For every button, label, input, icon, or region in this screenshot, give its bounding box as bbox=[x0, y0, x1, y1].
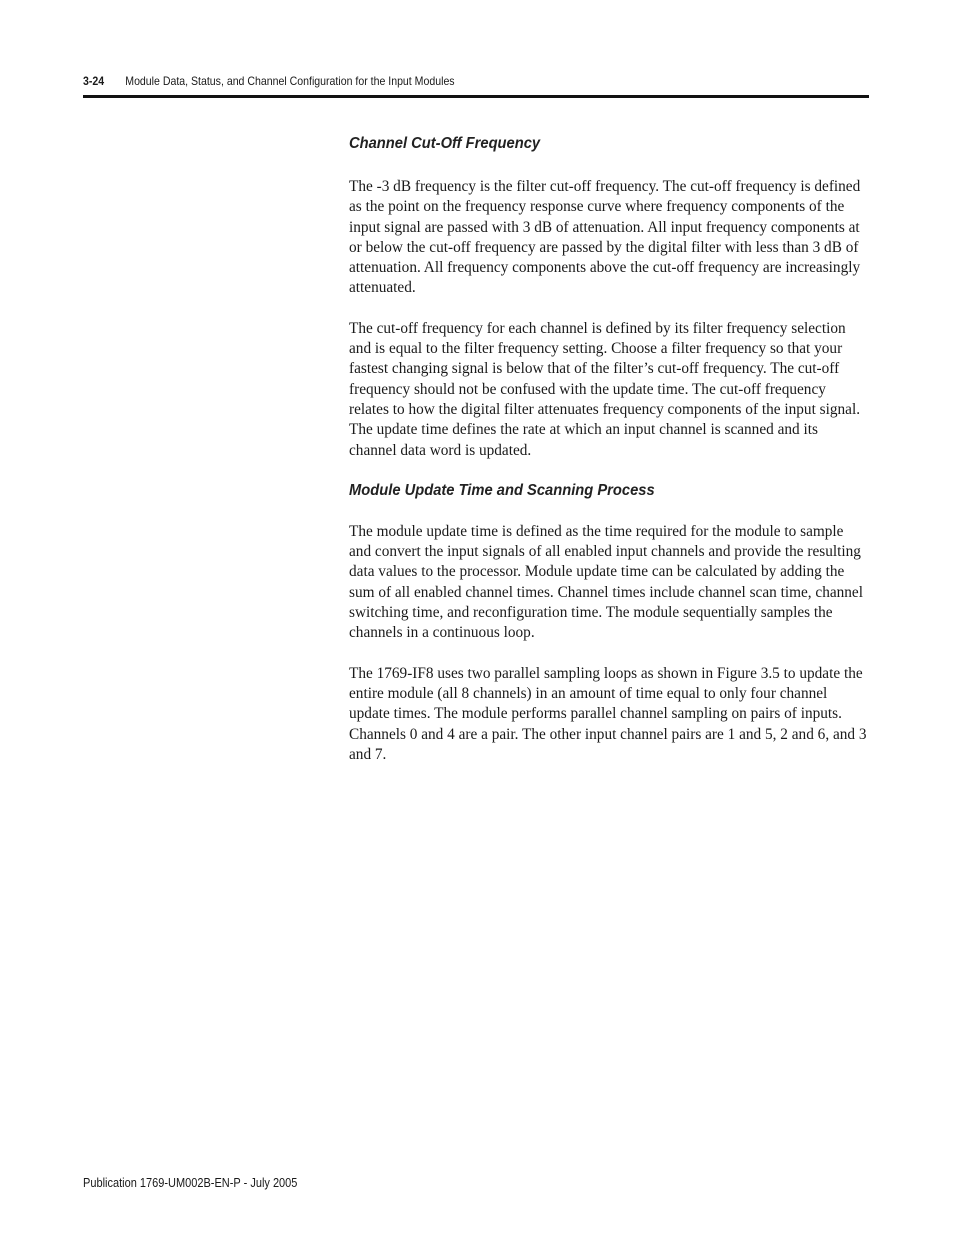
page-header bbox=[83, 72, 774, 90]
paragraph: The module update time is defined as the time required for the module to sample and convert the input signals of all enabled input channels and provide the resulting data values to the processor. Module update time can be calculated by adding the sum of all enabled channel times. Channel times include channel scan time, channel switching time, and reconfiguration time. The module sequentially samples the channels in a continuous loop. bbox=[349, 522, 863, 642]
page-number: 3-24 bbox=[83, 74, 105, 88]
header-rule bbox=[83, 95, 869, 98]
section-update-time bbox=[349, 480, 869, 765]
page-footer: Publication 1769-UM002B-EN-P - July 2005 bbox=[83, 1176, 298, 1190]
paragraph: The -3 dB frequency is the filter cut-off frequency. The cut-off frequency is defined as the point on the frequency response curve where frequency components of the input signal are passed with 3 dB of attenuation. All input frequency components at or below the cut-off frequency are passed by the digital filter with less than 3 dB of attenuation. All frequency components above the cut-off frequency are increasingly attenuated. bbox=[349, 178, 861, 297]
paragraph: The 1769-IF8 uses two parallel sampling loops as shown in Figure 3.5 to update the entire module (all 8 channels) in an amount of time equal to only four channel update times. The module performs parallel channel sampling on pairs of inputs. Channels 0 and 4 are a pair. The other input channel pairs are 1 and 5, 2 and 6, and 3 and 7. bbox=[349, 664, 867, 763]
paragraph: The cut-off frequency for each channel is defined by its filter frequency selection and is equal to the filter frequency setting. Choose a filter frequency so that your fastest changing signal is below that of the filter’s cut-off frequency. The cut-off frequency should not be confused with the update time. The cut-off frequency relates to how the digital filter attenuates frequency components of the input signal. The update time defines the rate at which an input channel is scanned and its channel data word is updated. bbox=[349, 319, 861, 459]
section-heading: Channel Cut-Off Frequency bbox=[349, 135, 541, 152]
section-heading: Module Update Time and Scanning Process bbox=[349, 481, 655, 499]
main-content bbox=[349, 133, 869, 765]
section-cutoff-frequency bbox=[349, 133, 869, 461]
chapter-title: Module Data, Status, and Channel Configuration for the Input Modules bbox=[125, 74, 455, 88]
